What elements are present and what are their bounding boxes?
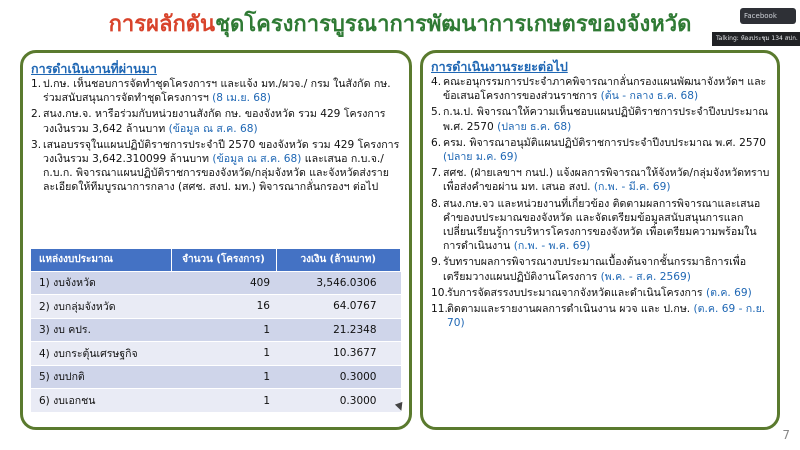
table-row: 1) งบจังหวัด 409 3,546.0306	[31, 271, 401, 295]
next-steps-panel	[420, 50, 780, 430]
budget-source-table	[31, 249, 401, 412]
date-note: (ก.พ. - มี.ค. 69)	[593, 181, 671, 194]
date-note: (ข้อมูล ณ ส.ค. 68)	[168, 122, 258, 135]
date-note: (พ.ค. - ส.ค. 2569)	[600, 270, 691, 283]
page-number: 7	[782, 428, 790, 442]
list-item: 6. ครม. พิจารณาอนุมัติแผนปฏิบัติราชการประจำปีงบประมาณ พ.ศ. 2570 (ปลาย ม.ค. 69)	[431, 136, 767, 164]
talking-indicator: Talking: ห้องประชุม 134 สปก.	[712, 32, 800, 46]
list-item: 5. ก.น.ป. พิจารณาให้ความเห็นชอบแผนปฏิบัติราชการประจำปีงบประมาณ พ.ศ. 2570 (ปลาย ธ.ค. 68)	[431, 106, 769, 133]
past-operations-list	[31, 77, 405, 197]
list-item: 3. เสนอบรรจุในแผนปฏิบัติราชการประจำปี 2570 ของจังหวัด รวม 429 โครงการ วงเงินรวม 3,642.310099 ล้านบาท (ข้อมูล ณ ส.ค. 68) และเสนอ ก.บ.จ./ก.บ.ก. พิจารณาแผนปฏิบัติราชการของจังหวัด/กลุ่มจังหวัด และจังหวัดส่งรายละเอียดให้ทีมบูรณาการกลาง (สศช. สงป. มท.) พิจารณากลั่นกรองฯ ต่อไป	[31, 138, 400, 194]
list-item: 9. รับทราบผลการพิจารณางบประมาณเบื้องต้นจากชั้นกรรมาธิการเพื่อเตรียมวางแผนปฏิบัติงานโครงการ (พ.ค. - ส.ค. 2569)	[431, 256, 747, 283]
facebook-share-badge[interactable]: Facebook	[740, 8, 796, 24]
next-steps-heading: การดำเนินงานระยะต่อไป	[431, 59, 568, 74]
slide-title	[0, 6, 800, 41]
table-row: 2) งบกลุ่มจังหวัด 16 64.0767	[31, 295, 401, 319]
title-main: ชุดโครงการบูรณาการพัฒนาการเกษตรของจังหวัด	[215, 12, 692, 37]
table-row: 5) งบปกติ 1 0.3000	[31, 365, 401, 389]
table-row: 6) งบเอกชน 1 0.3000	[31, 389, 401, 413]
date-note: (ต้น - กลาง ธ.ค. 68)	[600, 90, 699, 103]
date-note: (ต.ค. 69)	[705, 286, 752, 299]
date-note: (ต.ค. 69 - ก.ย. 70)	[447, 303, 766, 330]
list-item: 10. รับการจัดสรรงบประมาณจากจังหวัดและดำเนินโครงการ (ต.ค. 69)	[431, 286, 752, 299]
next-steps-list	[431, 75, 773, 332]
date-note: (ข้อมูล ณ ส.ค. 68)	[212, 153, 302, 166]
table-row: 3) งบ คปร. 1 21.2348	[31, 318, 401, 342]
col-header-source: แหล่งงบประมาณ	[31, 249, 171, 271]
table-row: 4) งบกระตุ้นเศรษฐกิจ 1 10.3677	[31, 342, 401, 366]
past-operations-heading: การดำเนินงานที่ผ่านมา	[31, 61, 157, 76]
title-highlight: การผลักดัน	[108, 12, 216, 37]
col-header-count: จำนวน (โครงการ)	[171, 249, 276, 271]
date-note: (8 เม.ย. 68)	[212, 92, 271, 105]
list-item: 4. คณะอนุกรรมการประจำภาคพิจารณากลั่นกรองแผนพัฒนาจังหวัดฯ และข้อเสนอโครงการของส่วนราชการ (ต้น - กลาง ธ.ค. 68)	[431, 76, 767, 103]
list-item: 7. สศช. (ฝ่ายเลขาฯ กนป.) แจ้งผลการพิจารณาให้จังหวัด/กลุ่มจังหวัดทราบ เพื่อส่งคำขอผ่าน มท. เสนอ สงป. (ก.พ. - มี.ค. 69)	[431, 167, 770, 194]
list-item: 1. ป.กษ. เห็นชอบการจัดทำชุดโครงการฯ และแจ้ง มท./ผวจ./ กรม ในสังกัด กษ. ร่วมสนับสนุนการจัดทำชุดโครงการฯ (8 เม.ย. 68)	[31, 78, 391, 105]
list-item: 8. สนง.กษ.จว และหน่วยงานที่เกี่ยวข้อง ติดตามผลการพิจารณาและเสนอคำของบประมาณของจังหวัด และจัดเตรียมข้อมูลสนับสนุนการแลกเปลี่ยนเรียนรู้การบริหารโครงการของจังหวัด เพื่อเตรียมความพร้อมในการดำเนินงาน (ก.พ. - พ.ค. 69)	[431, 197, 761, 253]
date-note: (ปลาย ธ.ค. 68)	[497, 120, 572, 133]
past-operations-panel	[20, 50, 412, 430]
date-note: (ปลาย ม.ค. 69)	[443, 151, 518, 164]
list-item: 2. สนง.กษ.จ. หารือร่วมกับหน่วยงานสังกัด กษ. ของจังหวัด รวม 429 โครงการ วงเงินรวม 3,642 ล้านบาท (ข้อมูล ณ ส.ค. 68)	[31, 108, 386, 135]
date-note: (ก.พ. - พ.ค. 69)	[513, 240, 591, 253]
list-item: 11. ติดตามและรายงานผลการดำเนินงาน ผวจ และ ป.กษ. (ต.ค. 69 - ก.ย. 70)	[431, 303, 766, 330]
col-header-amount: วงเงิน (ล้านบาท)	[276, 249, 401, 271]
